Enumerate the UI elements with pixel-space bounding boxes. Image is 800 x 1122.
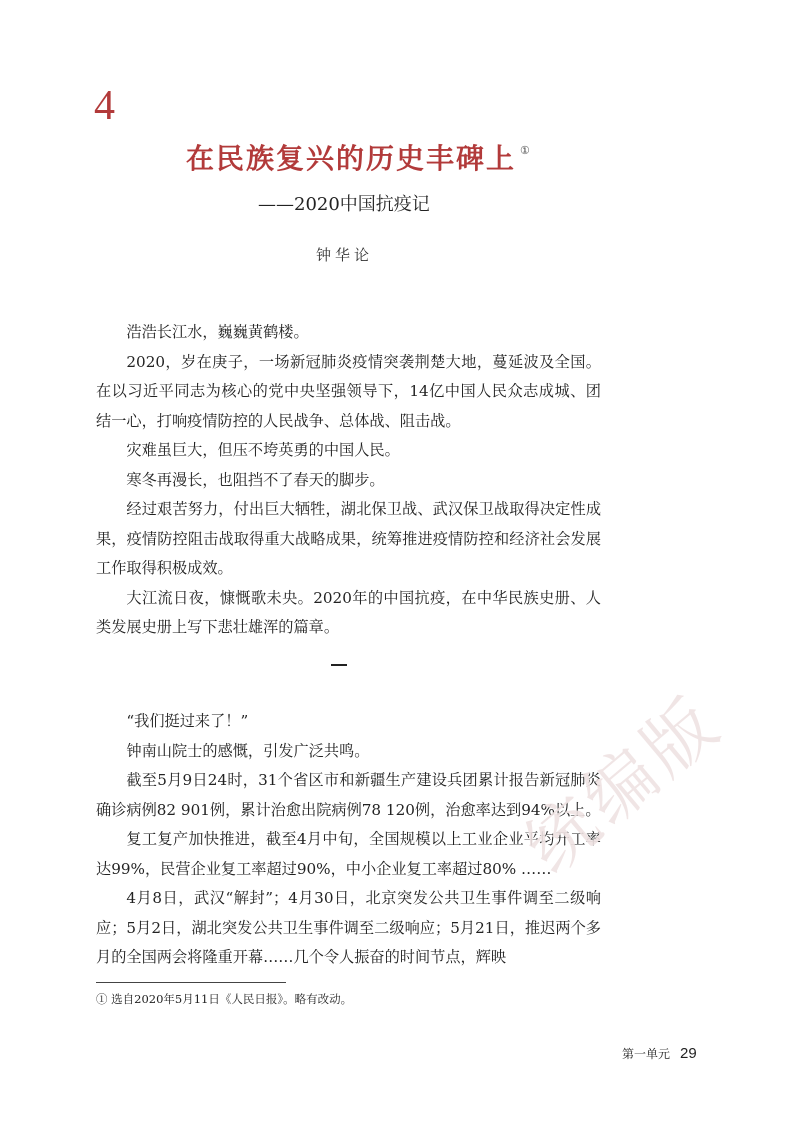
paragraph: 截至5月9日24时，31个省区市和新疆生产建设兵团累计报告新冠肺炎确诊病例82 901例，累计治愈出院病例78 120例，治愈率达到94%以上。	[96, 771, 601, 819]
author-byline: 钟华论	[316, 246, 374, 264]
paragraph: 复工复产加快推进，截至4月中旬，全国规模以上工业企业平均开工率达99%，民营企业复工率超过90%，中小企业复工率超过80% ……	[96, 830, 601, 878]
unit-label: 第一单元	[622, 1047, 671, 1061]
article-title-text: 在民族复兴的历史丰碑上	[186, 142, 517, 175]
article-subtitle: ——2020中国抗疫记	[258, 194, 430, 215]
paragraph: 寒冬再漫长，也阻挡不了春天的脚步。	[126, 470, 385, 489]
edition-watermark: 统编版	[509, 679, 738, 890]
paragraph: 浩浩长江水，巍巍黄鹤楼。	[126, 323, 309, 341]
section-number-one	[331, 664, 347, 666]
paragraph: 经过艰苦努力，付出巨大牺牲，湖北保卫战、武汉保卫战取得决定性成果，疫情防控阻击战取得重大战略成果，统筹推进疫情防控和经济社会发展工作取得积极成效。	[96, 500, 601, 577]
paragraph: 2020，岁在庚子，一场新冠肺炎疫情突袭荆楚大地，蔓延波及全国。在以习近平同志为核心的党中央坚强领导下，14亿中国人民众志成城、团结一心，打响疫情防控的人民战争、总体战、阻击战。	[96, 352, 601, 430]
article-title	[186, 137, 532, 177]
section-one-body	[96, 318, 601, 643]
lesson-number: 4	[94, 83, 115, 129]
footnote-divider	[96, 982, 286, 983]
paragraph: 灾难虽巨大，但压不垮英勇的中国人民。	[126, 441, 400, 459]
footnote: ① 选自2020年5月11日《人民日报》。略有改动。	[96, 992, 353, 1006]
paragraph: “我们挺过来了！”	[126, 712, 249, 730]
paragraph: 钟南山院士的感慨，引发广泛共鸣。	[126, 741, 370, 760]
paragraph: 4月8日，武汉“解封”；4月30日，北京突发公共卫生事件调至二级响应；5月2日，湖北突发公共卫生事件调至二级响应；5月21日，推迟两个多月的全国两会将隆重开幕……几个令人振奋的时间节点，辉映	[96, 889, 601, 966]
page-number: 29	[680, 1045, 697, 1062]
footnote-marker: ①	[520, 144, 532, 157]
page-footer	[622, 1043, 697, 1062]
paragraph: 大江流日夜，慷慨歌未央。2020年的中国抗疫，在中华民族史册、人类发展史册上写下悲壮雄浑的篇章。	[96, 588, 601, 636]
